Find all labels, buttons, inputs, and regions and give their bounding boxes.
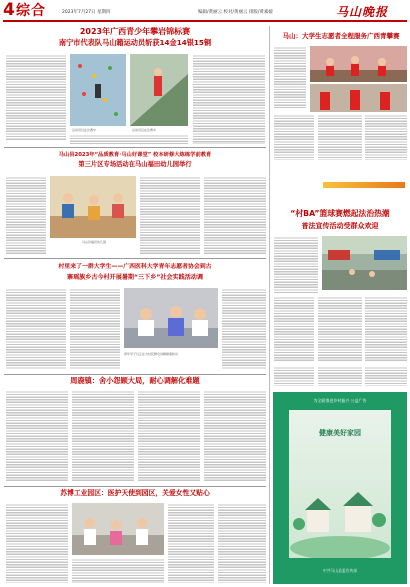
- industry-body-col4: [218, 503, 266, 583]
- basketball-body-c: [318, 296, 362, 362]
- teachers-title-2: 第三片区专场活动在马山福田幼儿园举行: [78, 161, 192, 168]
- basketball-title-1: “村BA”篮球赛燃起法治热潮: [290, 209, 390, 218]
- zhou-body-col2: [72, 390, 134, 482]
- volunteer-title: 马山：大学生志愿者全程服务广西青攀赛: [282, 32, 400, 40]
- basketball-body-a: [274, 236, 318, 294]
- volunteer-body-c: [318, 114, 362, 160]
- header-rule: [3, 20, 407, 22]
- teachers-body-col1: [6, 176, 46, 254]
- teachers-body-col2: [140, 176, 200, 254]
- volunteer-body-a: [274, 46, 306, 108]
- teachers-photo: [50, 176, 136, 238]
- climbing-body-col3: [193, 54, 265, 144]
- climbing-body-col1: [6, 54, 66, 140]
- ad-bottom-label: 中共马山县委宣传部: [322, 568, 358, 573]
- students-body-col1: [6, 288, 66, 370]
- students-photo-large: [124, 288, 218, 348]
- basketball-title-2: 普法宣传活动受群众欢迎: [301, 222, 379, 230]
- teachers-body-col3: [204, 176, 266, 254]
- volunteer-banner: [323, 182, 405, 188]
- right-body-col1: [274, 366, 314, 386]
- ad-top-label: 为全面推进乡村振兴 公益广告: [313, 398, 367, 403]
- zhou-body-col4: [204, 390, 266, 482]
- climbing-body-col2: [70, 134, 188, 144]
- ad-illustration: [289, 470, 391, 558]
- climbing-photo-athlete: [130, 54, 188, 126]
- ad-inner-panel: [289, 410, 391, 558]
- zhou-body-col1: [6, 390, 68, 482]
- climbing-title-1: 2023年广西青少年攀岩锦标赛: [79, 27, 191, 36]
- industry-title: 苏博工业园区：医护天使到园区，关爱女性又贴心: [60, 489, 210, 497]
- masthead-logo: 马山晚报: [336, 5, 389, 19]
- section-title: 综合: [16, 3, 46, 19]
- editors-line: 编辑/黄丽云 校对/黄丽云 排版/黄素媛: [198, 10, 273, 15]
- zhou-title: 周鹿镇：舍小怨顾大局，耐心调解化难题: [70, 376, 200, 385]
- climbing-caption-b: 运动员们在比赛中: [132, 128, 157, 132]
- climbing-divider: [4, 147, 266, 148]
- industry-body-col3: [168, 503, 214, 583]
- students-divider: [4, 374, 266, 375]
- volunteer-body-d: [365, 114, 407, 160]
- right-body-col3: [365, 366, 407, 386]
- climbing-caption-a: 运动员们在比赛中: [72, 128, 97, 132]
- column-divider: [269, 26, 270, 584]
- students-caption: 青年学子们正在为村民群众讲解健康知识: [124, 352, 179, 356]
- teachers-divider: [4, 258, 266, 259]
- students-body-col3: [222, 288, 266, 370]
- page-number: 4: [3, 0, 15, 20]
- basketball-photo: [322, 236, 407, 290]
- zhou-body-col3: [138, 390, 200, 482]
- volunteer-photo-bottom: [310, 84, 407, 112]
- right-body-col2: [318, 366, 362, 386]
- volunteer-body-b: [274, 114, 314, 160]
- students-title-2: 寨瑶族乡古今村开展暑期“三下乡”社会实践活动调: [67, 274, 203, 281]
- climbing-title-2: 南宁市代表队马山籍运动员斩获14金14银15铜: [58, 38, 212, 47]
- teachers-caption: 马山县福田幼儿园: [82, 240, 107, 244]
- basketball-body-b: [274, 296, 314, 362]
- ad-title: 健康美好家园: [319, 429, 361, 437]
- volunteer-photo-top: [310, 46, 407, 82]
- industry-body-col2: [72, 558, 164, 583]
- public-service-ad: [273, 392, 407, 584]
- students-body-col2: [70, 288, 120, 370]
- climbing-photo-wall: [70, 54, 126, 126]
- date-line: 2023年7月27日 星期四: [62, 10, 111, 15]
- students-title-1: 村里来了一群大学生——广西医科大学青年志愿者协会到古: [58, 264, 212, 270]
- teachers-title-1: 马山县2023年“品质教育·马山好课堂” 校本研修大练练学前教育: [58, 152, 212, 158]
- industry-body-col1: [6, 503, 68, 583]
- zhou-divider: [4, 486, 266, 487]
- basketball-body-d: [365, 296, 407, 362]
- industry-photo: [72, 503, 164, 555]
